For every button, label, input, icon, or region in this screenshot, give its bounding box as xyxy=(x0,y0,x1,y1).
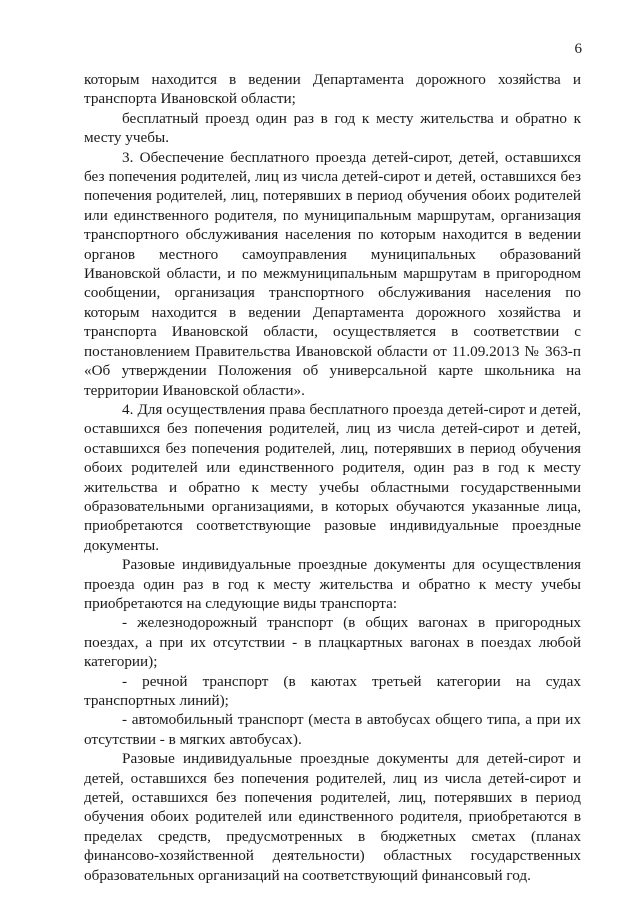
paragraph-funding: Разовые индивидуальные проездные документы для детей-сирот и детей, оставшихся без попечения родителей, лиц из числа детей-сирот и детей, оставшихся без попечения родителей, лиц, потерявших в период обучения обоих родителей или единственного родителя, приобретаются в пределах средств, предусмотренных в бюджетных сметах (планах финансово-хозяйственной деятельности) областных государственных образовательных организаций на соответствующий финансовый год. xyxy=(84,750,581,884)
paragraph-continuation: которым находится в ведении Департамента дорожного хозяйства и транспорта Ивановской области; xyxy=(84,71,581,108)
paragraph-free-travel: бесплатный проезд один раз в год к месту жительства и обратно к месту учебы. xyxy=(84,109,581,147)
paragraph-item-3: 3. Обеспечение бесплатного проезда детей-сирот, детей, оставшихся без попечения родителей, лиц из числа детей-сирот и детей, оставшихся без попечения родителей, лиц, потерявших в период обучения обоих родителей или единственного родителя, по муниципальным маршрутам, организация транспортного обслуживания населения по которым находится в ведении органов местного самоуправления муниципальных образований Ивановской области, и по межмуниципальным маршрутам в пригородном сообщении, организация транспортного обслуживания населения по которым находится в ведении Департамента дорожного хозяйства и транспорта Ивановской области, осуществляется в соответствии с постановлением Правительства Ивановской области от 11.09.2013 № 363-п «Об утверждении Положения об универсальной карте школьника на территории Ивановской области». xyxy=(84,148,581,399)
paragraph-item-4: 4. Для осуществления права бесплатного проезда детей-сирот и детей, оставшихся без попечения родителей, лиц из числа детей-сирот и детей, оставшихся без попечения родителей, лиц, потерявших в период обучения обоих родителей или единственного родителя, один раз в год к месту жительства и обратно к месту учебы областными государственными образовательными организациями, в которых обучаются указанные лица, приобретаются соответствующие разовые индивидуальные проездные документы. xyxy=(84,400,581,554)
list-item-road: - автомобильный транспорт (места в автобусах общего типа, а при их отсутствии - в мягких автобусах). xyxy=(84,711,581,748)
paragraph-transport-types-intro: Разовые индивидуальные проездные документы для осуществления проезда один раз в год к месту жительства и обратно к месту учебы приобретаются на следующие виды транспорта: xyxy=(84,556,581,612)
list-item-river: - речной транспорт (в каютах третьей категории на судах транспортных линий); xyxy=(84,672,581,709)
document-body xyxy=(84,70,581,885)
page-number: 6 xyxy=(574,41,582,57)
list-item-railway: - железнодорожный транспорт (в общих вагонах в пригородных поездах, а при их отсутствии - в плацкартных вагонах в поездах любой категории); xyxy=(84,614,581,671)
